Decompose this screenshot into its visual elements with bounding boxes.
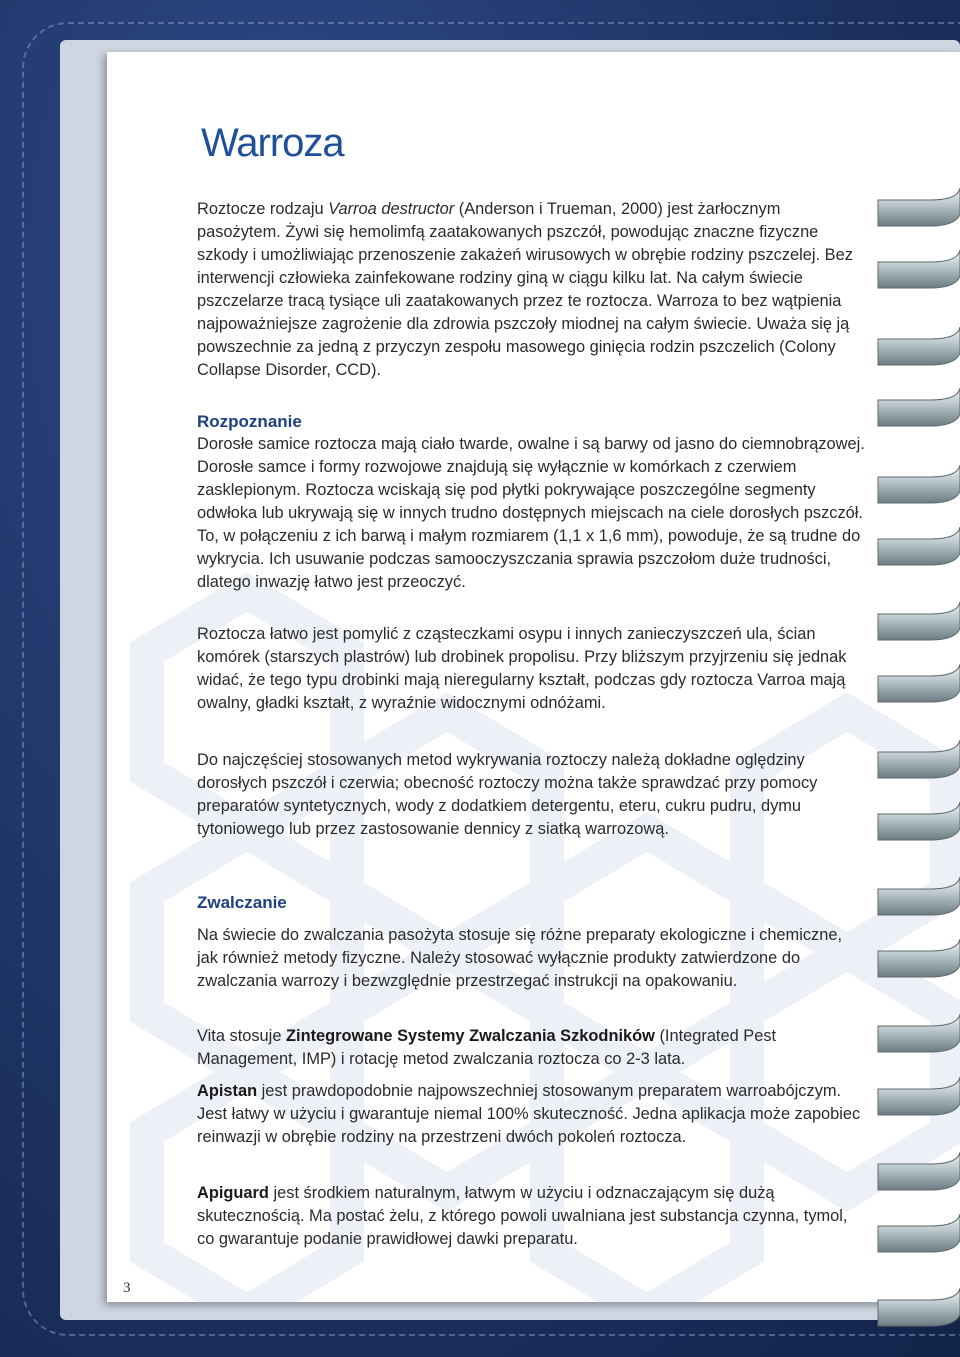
- rozpoznanie-paragraph-3: Do najczęściej stosowanych metod wykrywania roztoczy należą dokładne oględziny dorosłych pszczół i czerwia; obecność roztoczy można także sprawdzać przy pomocy preparatów syntetycznych, wody z dodatkiem detergentu, eteru, cukru pudru, dymu tytoniowego lub przez zastosowanie dennicy z siatką warrozową.: [197, 751, 818, 838]
- apistan-paragraph: [197, 1080, 865, 1149]
- intro-text-rest: (Anderson i Trueman, 2000) jest żarłocznym pasożytem. Żywi się hemolimfą zaatakowanych pszczół, powodując znaczne fizyczne szkody i umożliwiając przenoszenie zakażeń wirusowych w obrębie rodziny pszczelej. Bez interwencji człowieka zainfekowane rodziny giną w ciągu kilku lat. Na całym świecie pszczelarze tracą tysiące uli zaatakowanych przez te roztocza. Warroza to bez wątpienia najpoważniejsze zagrożenie dla zdrowia pszczoły miodnej na całym świecie. Uważa się ją powszechnie za jedną z przyczyn zespołu masowego ginięcia rodzin pszczelich (Colony Collapse Disorder, CCD).: [197, 200, 853, 379]
- apistan-bold: Apistan: [197, 1082, 258, 1100]
- ipm-text: (Integrated Pest Management, IMP) i rotację metod zwalczania roztocza co 2-3 lata.: [197, 1027, 777, 1068]
- apiguard-paragraph: [197, 1182, 865, 1251]
- page-number: 3: [123, 1280, 131, 1296]
- section-heading-rozpoznanie: Rozpoznanie: [197, 412, 302, 431]
- apistan-text: jest prawdopodobnie najpowszechniej stosowanym preparatem warroabójczym. Jest łatwy w użyciu i gwarantuje niemal 100% skuteczność. Jedna aplikacja może zapobiec reinwazji w obrębie rodziny na przestrzeni dwóch pokoleń roztocza.: [197, 1082, 861, 1146]
- apiguard-text: jest środkiem naturalnym, łatwym w użyciu i odznaczającym się dużą skutecznością. Ma postać żelu, z którego powoli uwalniana jest substancja czynna, tymol, co gwarantuje podanie prawidłowej dawki preparatu.: [197, 1184, 848, 1248]
- vita-text: Vita stosuje: [197, 1027, 286, 1045]
- ring-icons: [878, 188, 960, 1326]
- zwalczanie-paragraph-1: Na świecie do zwalczania pasożyta stosuje się różne preparaty ekologiczne i chemiczne, jak również metody fizyczne. Należy stosować wyłącznie produkty zatwierdzone do zwalczania warrozy i bezwzględnie przestrzegać instrukcji na opakowaniu.: [197, 926, 843, 990]
- intro-paragraph: [197, 198, 865, 382]
- intro-text-start: Roztocze rodzaju: [197, 200, 329, 218]
- apiguard-bold: Apiguard: [197, 1184, 269, 1202]
- page-title: Warroza: [201, 121, 344, 165]
- document-page: [107, 52, 960, 1302]
- zwalczanie-paragraph-2: [197, 1025, 865, 1071]
- section-heading-zwalczanie: Zwalczanie: [197, 893, 287, 912]
- rozpoznanie-paragraph-2: Roztocza łatwo jest pomylić z cząsteczkami osypu i innych zanieczyszczeń ula, ścian komórek (starszych plastrów) lub drobinek propolisu. Przy bliższym przyjrzeniu się jednak widać, że tego typu drobinki mają nieregularny kształt, podczas gdy roztocza Varroa mają owalny, gładki kształt, z wyraźnie widocznymi odnóżami.: [197, 625, 847, 712]
- rozpoznanie-paragraph-1: Dorosłe samice roztocza mają ciało twarde, owalne i są barwy od jasno do ciemnobrązowej. Dorosłe samce i formy rozwojowe znajdują się wyłącznie w komórkach z czerwiem zasklepionym. Roztocza wciskają się pod płytki pokrywające poszczególne segmenty odwłoka lub ukrywają się w innych trudno dostępnych miejscach na ciele dorosłych pszczół. To, w połączeniu z ich barwą i małym rozmiarem (1,1 x 1,6 mm), powoduje, że są trudne do wykrycia. Ich usuwanie podczas samooczyszczania sprawia pszczołom duże trudności, dlatego inwazję łatwo jest przeoczyć.: [197, 435, 865, 591]
- ipm-bold: Zintegrowane Systemy Zwalczania Szkodników: [286, 1027, 655, 1045]
- binder-rings: [870, 0, 960, 1357]
- species-name: Varroa destructor: [328, 200, 455, 218]
